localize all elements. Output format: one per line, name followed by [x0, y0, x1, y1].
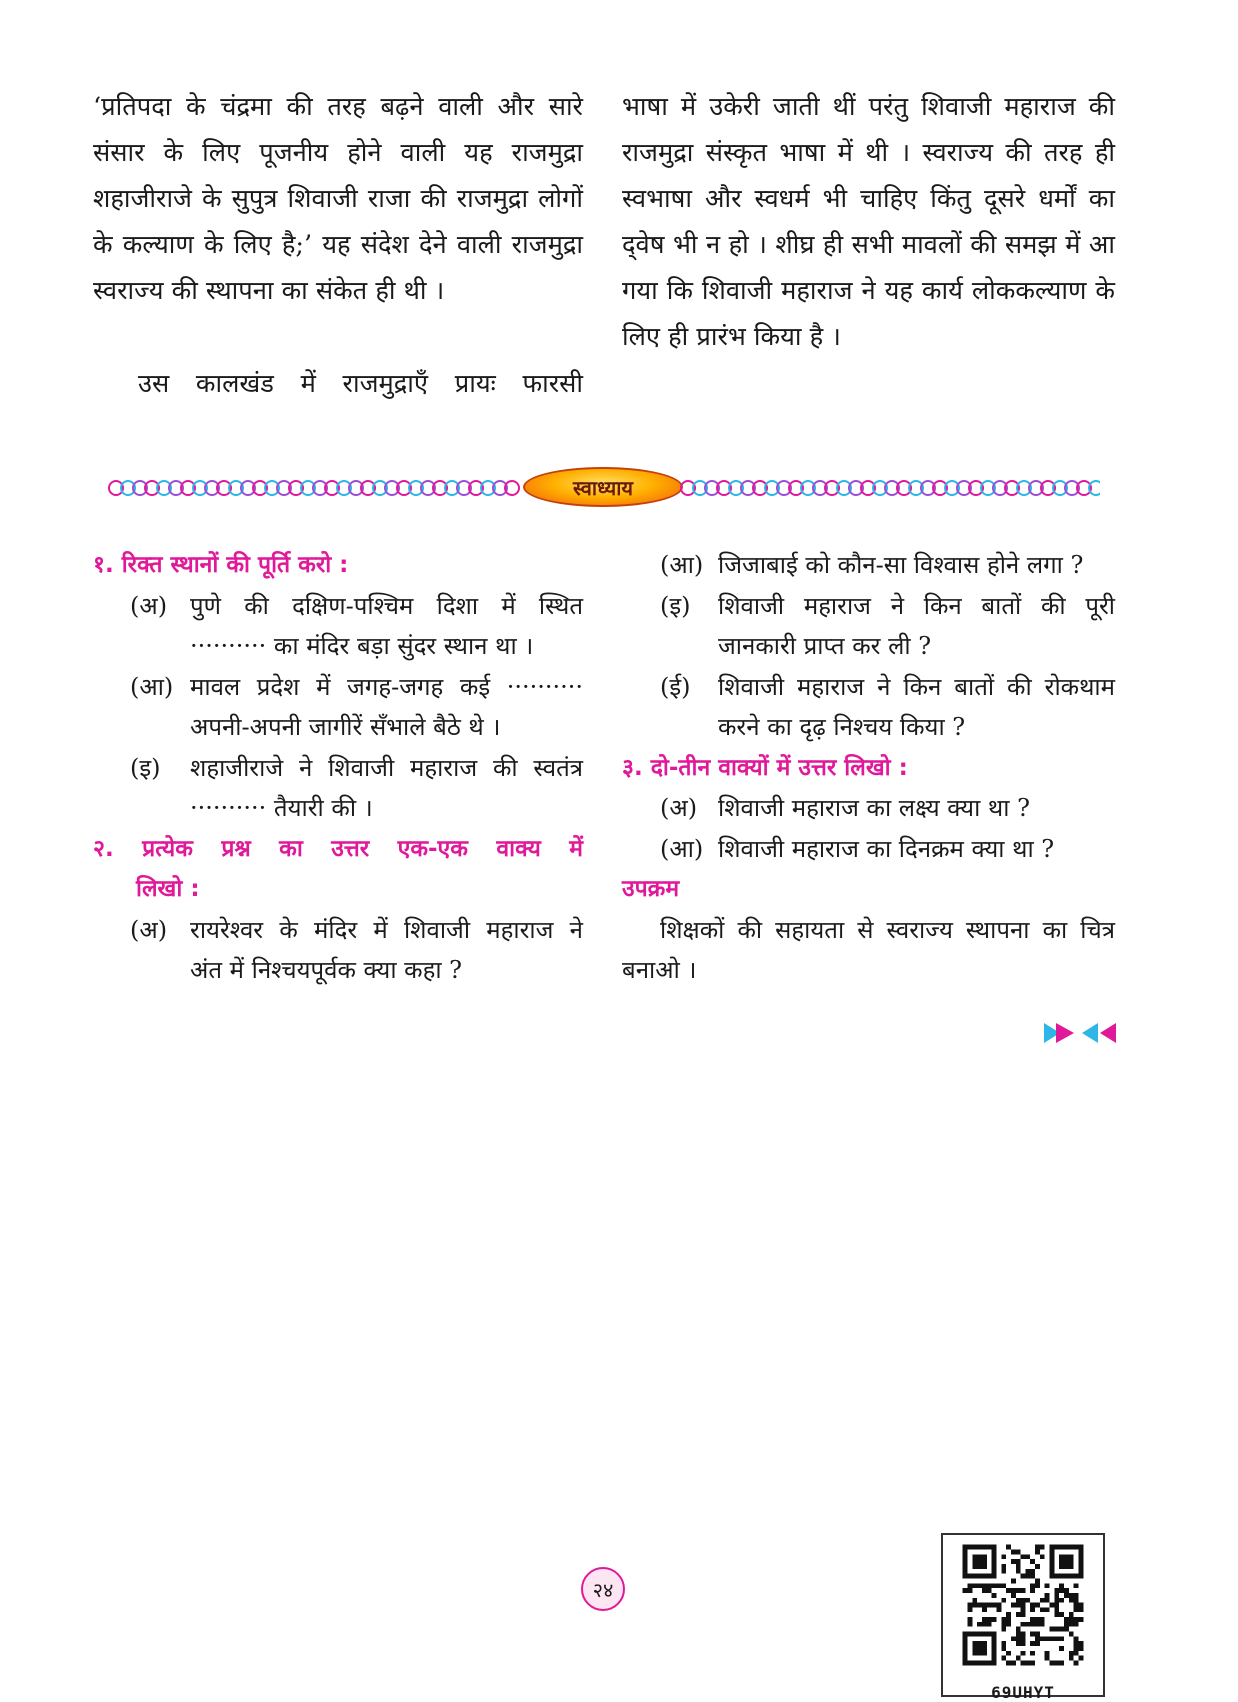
qr-code-label: 69UHYT [991, 1683, 1055, 1702]
qr-code-icon[interactable] [943, 1535, 1103, 1675]
item-line: जानकारी प्राप्त कर ली ? [718, 632, 932, 660]
exercises-left-column [93, 545, 583, 991]
q2-heading-line1: २. प्रत्येक प्रश्न का उत्तर एक-एक वाक्य में [93, 835, 583, 862]
page-number: २४ [581, 1567, 625, 1611]
item-label: (अ) [660, 794, 698, 822]
q1-item-aa [93, 667, 583, 748]
q2-item-ii [622, 667, 1115, 748]
item-line: रायरेश्वर के मंदिर में शिवाजी महाराज ने [190, 915, 583, 944]
item-label: (अ) [130, 915, 168, 944]
section-title-badge: स्वाध्याय [523, 467, 683, 507]
qr-code-frame [941, 1533, 1105, 1697]
item-label: (आ) [660, 551, 704, 579]
item-line: शहाजीराजे ने शिवाजी महाराज की स्वतंत्र [190, 753, 583, 782]
chain-ring [1088, 480, 1100, 496]
item-line: मावल प्रदेश में जगह-जगह कई ·········· [190, 672, 583, 701]
q2-heading-line2: लिखो : [136, 876, 200, 902]
item-line: पुणे की दक्षिण-पश्चिम दिशा में स्थित [190, 591, 583, 620]
q1-item-a [93, 586, 583, 667]
item-line: जिजाबाई को कौन-सा विश्वास होने लगा ? [718, 551, 1084, 579]
activity-heading: उपक्रम [622, 876, 680, 902]
q1-heading: १. रिक्त स्थानों की पूर्ति करो : [93, 552, 349, 578]
item-line: ·········· तैयारी की । [190, 794, 373, 822]
q2-item-aa [622, 545, 1115, 586]
item-label: (इ) [660, 591, 691, 620]
chain-ring [504, 480, 520, 496]
section-divider [108, 467, 1100, 507]
item-line: शिवाजी महाराज का लक्ष्य क्या था ? [718, 794, 1030, 822]
item-line: अपनी-अपनी जागीरें सँभाले बैठे थे । [190, 713, 501, 741]
item-label: (आ) [660, 834, 704, 863]
section-end-arrows-icon [1044, 1020, 1116, 1046]
right-paragraph: भाषा में उकेरी जाती थीं परंतु शिवाजी महाराज की राजमुद्रा संस्कृत भाषा में थी । स्वराज्य की तरह ही स्वभाषा और स्वधर्म भी चाहिए किंतु दूसरे धर्मों का द्‌वेष भी न हो । शीघ्र ही सभी मावलों की समझ में आ गया कि शिवाजी महाराज ने यह कार्य लोककल्याण के लिए ही प्रारंभ किया है । [622, 92, 1115, 352]
decorative-chain-right [680, 479, 1100, 497]
item-line: शिवाजी महाराज का दिनक्रम क्या था ? [718, 834, 1055, 863]
q1-item-i [93, 748, 583, 829]
item-label: (ई) [660, 672, 691, 701]
exercises-right-column [622, 545, 1115, 991]
item-label: (अ) [130, 591, 168, 620]
item-line: करने का दृढ़ निश्चय किया ? [718, 713, 966, 741]
item-line: शिवाजी महाराज ने किन बातों की रोकथाम [718, 672, 1115, 701]
item-line: अंत में निश्चयपूर्वक क्या कहा ? [190, 956, 463, 984]
q3-item-aa [622, 829, 1115, 870]
q2-item-i [622, 586, 1115, 667]
left-paragraph-2: उस कालखंड में राजमुद्राएँ प्रायः फारसी [138, 369, 583, 399]
item-label: (इ) [130, 753, 161, 782]
q3-heading: ३. दो-तीन वाक्यों में उत्तर लिखो : [622, 754, 908, 781]
decorative-chain-left [108, 479, 524, 497]
left-paragraph-1: ‘प्रतिपदा के चंद्रमा की तरह बढ़ने वाली और सारे संसार के लिए पूजनीय होने वाली यह राजमुद्रा शहाजीराजे के सुपुत्र शिवाजी राजा की राजमुद्रा लोगों के कल्याण के लिए है;’ यह संदेश देने वाली राजमुद्रा स्वराज्य की स्थापना का संकेत ही थी । [93, 92, 583, 306]
q2-item-a [93, 910, 583, 991]
item-label: (आ) [130, 672, 174, 701]
item-line: ·········· का मंदिर बड़ा सुंदर स्थान था । [190, 632, 534, 660]
activity-text: शिक्षकों की सहायता से स्वराज्य स्थापना का चित्र बनाओ । [622, 915, 1115, 984]
item-line: शिवाजी महाराज ने किन बातों की पूरी [718, 591, 1115, 620]
q3-item-a [622, 788, 1115, 829]
